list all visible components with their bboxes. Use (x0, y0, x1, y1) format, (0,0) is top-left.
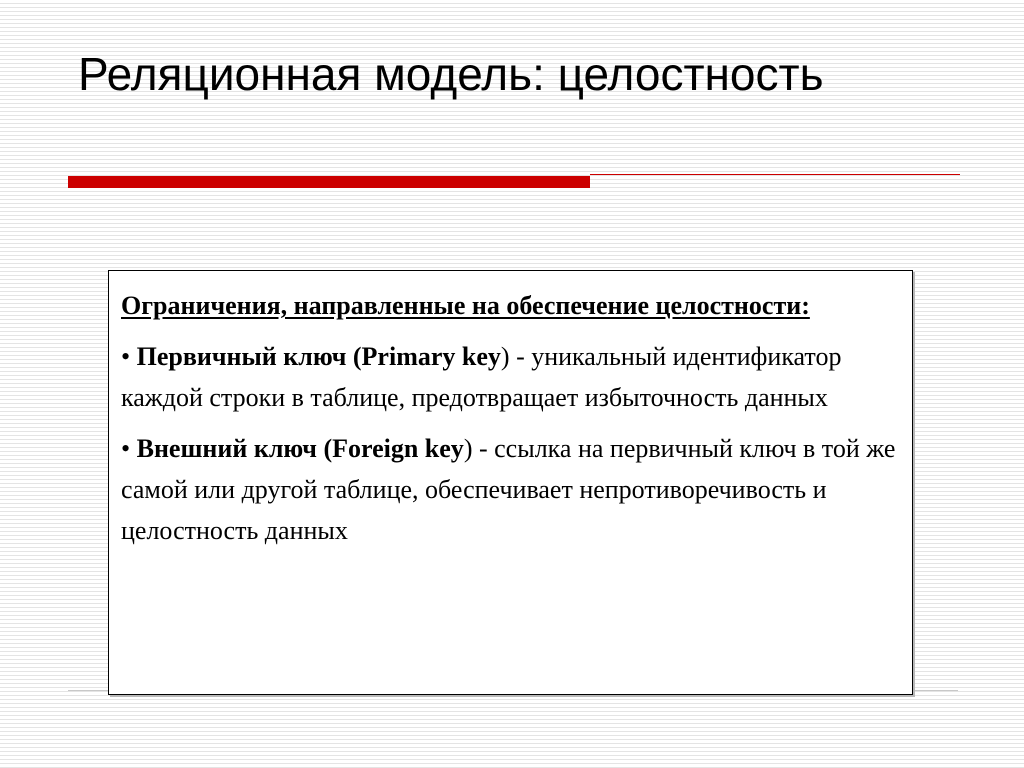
slide-title: Реляционная модель: целостность (78, 48, 824, 100)
bullet-item-foreign-key (121, 428, 902, 551)
bullet-close-paren: ) (463, 434, 473, 463)
bullet-marker: • (121, 342, 131, 371)
box-heading: Ограничения, направленные на обеспечение целостности: (121, 291, 810, 320)
bullet-marker: • (121, 434, 131, 463)
bullet-close-paren: ) (500, 342, 510, 371)
accent-bar (68, 176, 590, 188)
bullet-term: Первичный ключ (Primary key (136, 342, 501, 371)
bullet-item-primary-key (121, 336, 902, 418)
bullet-description: - уникальный идентификатор каждой строки в таблице, предотвращает избыточность данных (121, 342, 842, 412)
content-box (108, 270, 913, 695)
bullet-description: - ссылка на первичный ключ в той же самой или другой таблице, обеспечивает непротиворечивость и целостность данных (121, 434, 896, 545)
accent-line (590, 174, 960, 175)
bullet-term: Внешний ключ (Foreign key (136, 434, 464, 463)
